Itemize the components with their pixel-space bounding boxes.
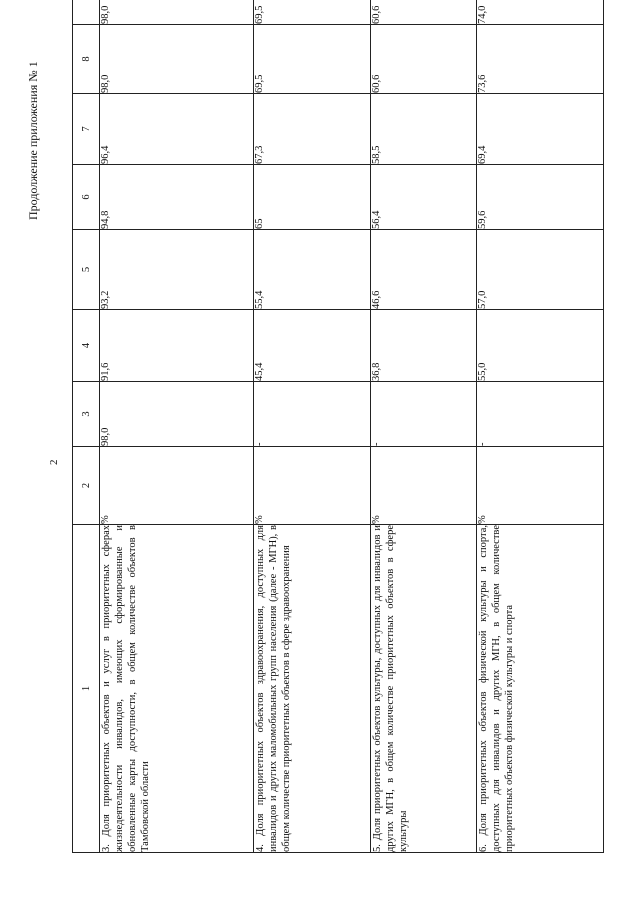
value-cell: -	[370, 382, 476, 447]
value-cell: 69,5	[253, 0, 370, 25]
value-cell: 73,6	[476, 25, 603, 94]
indicator-description: 4. Доля приоритетных объектов здравоохранения, доступных для инвалидов и других маломобильных групп населения (далее - МГН), в общем количестве приоритетных объектов в сфере здравоохранения	[253, 525, 370, 853]
value-cell: 46,6	[370, 230, 476, 310]
indicator-description: 3. Доля приоритетных объектов и услуг в приоритетных сферах жизнедеятельности инвалидов, имеющих сформированные и обновленные карты доступности, в общем количестве объектов в Тамбовской области	[100, 525, 254, 853]
value-cell: 98,0	[100, 0, 254, 25]
value-cell: 69,4	[476, 94, 603, 165]
value-cell: 69,5	[253, 25, 370, 94]
value-cell: 96,4	[100, 94, 254, 165]
unit-cell: %	[476, 447, 603, 525]
value-cell: 56,4	[370, 165, 476, 230]
value-cell: 98,0	[100, 25, 254, 94]
value-cell: 60,6	[370, 25, 476, 94]
unit-cell: %	[370, 447, 476, 525]
indicators-table	[72, 0, 604, 853]
table-header-row	[73, 0, 100, 853]
column-header: 6	[73, 165, 100, 230]
value-cell: -	[476, 382, 603, 447]
value-cell: 74,0	[476, 0, 603, 25]
column-header: 7	[73, 94, 100, 165]
value-cell: 45,4	[253, 310, 370, 382]
value-cell: 57,0	[476, 230, 603, 310]
column-header: 1	[73, 525, 100, 853]
value-cell: 36,8	[370, 310, 476, 382]
table-row	[100, 0, 254, 853]
column-header: 4	[73, 310, 100, 382]
unit-cell: %	[253, 447, 370, 525]
value-cell: 94,8	[100, 165, 254, 230]
column-header	[73, 0, 100, 25]
column-header: 2	[73, 447, 100, 525]
value-cell: 55,4	[253, 230, 370, 310]
value-cell: 65	[253, 165, 370, 230]
value-cell: 59,6	[476, 165, 603, 230]
column-header: 5	[73, 230, 100, 310]
unit-cell: %	[100, 447, 254, 525]
table-row	[253, 0, 370, 853]
value-cell: 98,0	[100, 382, 254, 447]
value-cell: 91,6	[100, 310, 254, 382]
indicator-description: 5. Доля приоритетных объектов культуры, доступных для инвалидов и других МГН, в общем количестве приоритетных объектов в сфере культуры	[370, 525, 476, 853]
value-cell: 60,6	[370, 0, 476, 25]
indicator-description: 6. Доля приоритетных объектов физической культуры и спорта, доступных для инвалидов и других МГН, в общем количестве приоритетных объектов физической культуры и спорта	[476, 525, 603, 853]
column-header: 8	[73, 25, 100, 94]
table-row	[476, 0, 603, 853]
value-cell: 58,5	[370, 94, 476, 165]
appendix-continuation-note: Продолжение приложения № 1	[26, 61, 40, 220]
column-header: 3	[73, 382, 100, 447]
table-row	[370, 0, 476, 853]
value-cell: -	[253, 382, 370, 447]
value-cell: 55,0	[476, 310, 603, 382]
value-cell: 67,3	[253, 94, 370, 165]
value-cell: 93,2	[100, 230, 254, 310]
page-number: 2	[48, 459, 60, 465]
